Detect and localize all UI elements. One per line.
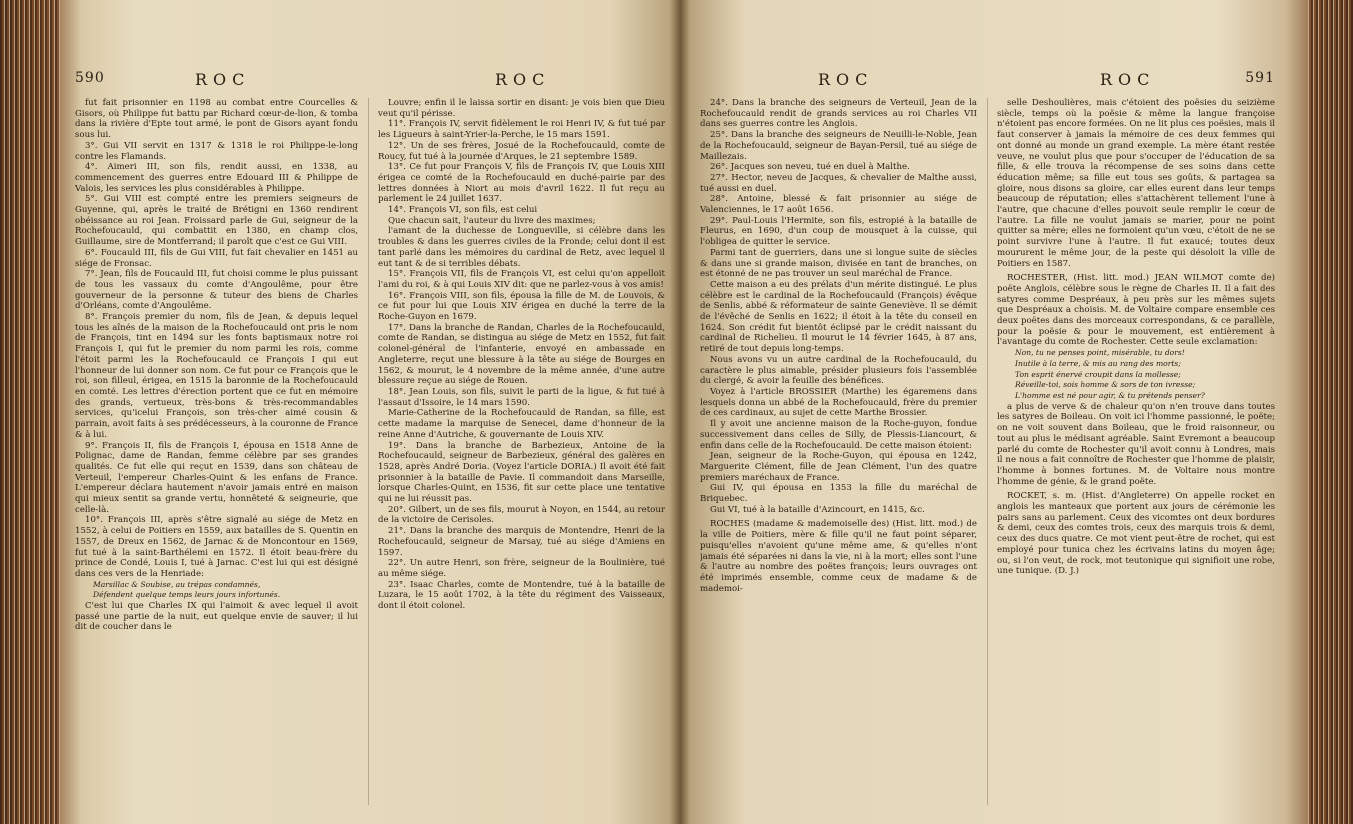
paragraph: 29°. Paul-Louis l'Hermite, son fils, estropié à la bataille de Fleurus, en 1690, d'un coup de mousquet à la cuisse, qui l'obligea de quitter le service. [700, 215, 977, 248]
running-head: ROC [495, 70, 551, 89]
paragraph: 20°. Gilbert, un de ses fils, mourut à Noyon, en 1544, au retour de la victoire de Cerisoles. [378, 504, 665, 526]
paragraph: Il y avoit une ancienne maison de la Roche-guyon, fondue successivement dans celles de Silly, de Plessis-Liancourt, & enfin dans celle de la Rochefoucauld. De cette maison étoient: [700, 419, 977, 451]
verse-line: Non, tu ne penses point, misérable, tu dors! [1015, 348, 1185, 358]
verse-line: Ton esprit énervé croupit dans la mollesse; [1015, 369, 1181, 379]
paragraph: 16°. François VIII, son fils, épousa la fille de M. de Louvois, & ce fut pour lui que Louis XIV érigea en duché la terre de la Roche-Guyon en 1679. [378, 290, 665, 323]
verse-line: Défendent quelque temps leurs jours infortunés. [93, 590, 281, 600]
column [997, 98, 1275, 805]
column [378, 98, 665, 805]
paragraph: l'amant de la duchesse de Longueville, si célèbre dans les troubles & dans les guerres civiles de la Fronde; celui dont il est tant parlé dans les mémoires du cardinal de Retz, avec lequel il eut tant & de si terribles débats. [378, 226, 665, 269]
running-head: ROC [1100, 70, 1156, 89]
verse-line: Marsillac & Soubise, au trépas condamnés, [93, 579, 261, 589]
paragraph: Nous avons vu un autre cardinal de la Rochefoucauld, du caractère le plus aimable, présider plusieurs fois l'assemblée du clergé, & avoir la feuille des bénéfices. [700, 354, 977, 387]
paragraph: Gui VI, tué à la bataille d'Azincourt, en 1415, &c. [710, 504, 925, 515]
paragraph: 25°. Dans la branche des seigneurs de Neuilli-le-Noble, Jean de la Rochefoucauld, seigneur de Bayan-Persil, tué au siége de Maillezais. [700, 130, 977, 162]
paragraph: 26°. Jacques son neveu, tué en duel à Malthe. [710, 162, 910, 173]
paragraph: 10°. François III, après s'être signalé au siége de Metz en 1552, à celui de Poitiers en 1559, aux batailles de S. Quentin en 1557, de Dreux en 1562, de Jarnac & de Moncontour en 1569, fut tué à la saint-Barthélemi en 1572. Il étoit beau-frère du prince de Condé, Louis I, tué à Jarnac. C'est lui qui est désigné dans ces vers de la Henriade: [75, 515, 358, 579]
right-page [700, 70, 1275, 805]
paragraph: 22°. Un autre Henri, son frère, seigneur de la Boulinière, tué au même siége. [378, 558, 665, 579]
verse-line: L'homme est né pour agir, & tu prétends penser? [1015, 390, 1205, 400]
paragraph: Marie-Catherine de la Rochefoucauld de Randan, sa fille, est cette madame la marquise de Senecei, dame d'honneur de la reine Anne d'Autriche, & gouvernante de Louis XIV. [378, 408, 665, 440]
paragraph: C'est lui que Charles IX qui l'aimoit & avec lequel il avoit passé une partie de la nuit, eut quelque envie de sauver; il lui dit de coucher dans le [75, 601, 358, 633]
column [75, 98, 358, 805]
verse-line: Réveille-toi, sois homme & sors de ton ivresse; [1015, 380, 1196, 390]
paragraph: fut fait prisonnier en 1198 au combat entre Courcelles & Gisors, où Philippe fut battu par Richard cœur-de-lion, & tomba dans la rivière d'Epte tout armé, le pont de Gisors ayant fondu sous lui. [75, 98, 358, 141]
paragraph: 28°. Antoine, blessé & fait prisonnier au siége de Valenciennes, le 17 août 1656. [700, 194, 977, 216]
page-number: 591 [1245, 70, 1275, 86]
paragraph: 21°. Dans la branche des marquis de Montendre, Henri de la Rochefoucauld, seigneur de Marsay, tué au siége d'Amiens en 1597. [378, 526, 665, 558]
page-edges-right [1308, 0, 1353, 824]
dictionary-entry: ROCHES (madame & mademoiselle des) (Hist. litt. mod.) de la ville de Poitiers, mère & fille qu'il ne faut point séparer, puisqu'elles n'avoient qu'une même ame, & qu'elles n'ont jamais été séparées ni dans la vie, ni à la mort; elles sont l'une & l'autre au nombre des poëtes françois; leurs ouvrages ont été imprimés ensemble, comme ceux de madame & de mademoi- [700, 519, 977, 594]
left-page [75, 70, 665, 805]
right-page-header [700, 70, 1275, 94]
column-rule [368, 98, 369, 805]
paragraph: 24°. Dans la branche des seigneurs de Verteuil, Jean de la Rochefoucauld rendit de grands services au roi Charles VII dans ses guerres contre les Anglois. [700, 98, 977, 130]
paragraph: selle Deshoulières, mais c'étoient des poësies du seizième siècle, temps où la poësie & même la langue françoise n'étoient pas encore formées. On ne lit plus ces poësies, mais il faut conserver à jamais la mémoire de ces deux femmes qui ont donné au monde un grand exemple. La mère étant restée veuve, ne voulut plus que pour s'occuper de l'éducation de sa fille, & elle trouva la récompense de ses soins dans cette éducation même; sa fille eut tous ses goûts, & partagea sa gloire, nous disons sa gloire, car elles eurent dans leur temps beaucoup de réputation; elles s'attachèrent tellement l'une à l'autre, que chacune d'elles pouvoit seule remplir le cœur de l'autre. La fille ne voulut jamais se marier, pour ne point quitter sa mère; elles ne formoient qu'un vœu, c'étoit de ne se point survivre l'une à l'autre. Il fut exaucé; toutes deux moururent le même jour, de la peste qui désoloit la ville de Poitiers en 1587. [997, 98, 1275, 269]
paragraph: Voyez à l'article BROSSIER (Marthe) les égaremens dans lesquels donna un abbé de la Rochefoucauld, frère du premier de ces cardinaux, au sujet de cette Marthe Brossier. [700, 386, 977, 419]
paragraph: a plus de verve & de chaleur qu'on n'en trouve dans toutes les satyres de Boileau. On voit ici l'homme passionné, le poëte; on ne voit souvent dans Boileau, que le froid raisonneur, ou tout au plus le médisant agréable. Saint Evremont a beaucoup parlé du comte de Rochester qu'il avoit connu à Londres, mais il ne nous a fait connoître de Rochester que l'homme de plaisir, l'homme à bonnes fortunes. M. de Voltaire nous montre l'homme de génie, & le grand poëte. [997, 401, 1275, 487]
paragraph: Louvre; enfin il le laissa sortir en disant: je vois bien que Dieu veut qu'il périsse. [378, 98, 665, 119]
paragraph: Parmi tant de guerriers, dans une si longue suite de siècles & dans une si grande maison, divisée en tant de branches, on est étonné de ne pas trouver un seul maréchal de France. [700, 247, 977, 280]
verse-line: Inutile à la terre, & mis au rang des morts; [1015, 358, 1181, 368]
paragraph: 7°. Jean, fils de Foucauld III, fut choisi comme le plus puissant de tous les vassaux du comte d'Angoulême, pour être gouverneur de la personne & tuteur des biens de Charles d'Orléans, comte d'Angoulême. [75, 269, 358, 312]
paragraph: 6°. Foucauld III, fils de Gui VIII, fut fait chevalier en 1451 au siége de Fronsac. [75, 247, 358, 269]
left-page-header [75, 70, 665, 94]
column-rule [987, 98, 988, 805]
paragraph: Gui IV, qui épousa en 1353 la fille du maréchal de Briquebec. [700, 483, 977, 505]
paragraph: Que chacun sait, l'auteur du livre des maximes; [388, 215, 596, 226]
dictionary-entry: ROCKET, s. m. (Hist. d'Angleterre) On appelle rocket en anglois les manteaux que portent aux jours de cérémonie les pairs sans au parlement. Ceux des vicomtes ont deux bordures & demi, ceux des comtes trois, ceux des marquis trois & demi, ceux des ducs quatre. Ce mot vient peut-être de rochet, qui est employé pour tunica chez les écrivains latins du moyen âge; ou, si l'on veut, de rock, mot teutonique qui signifioit une robe, une tunique. (D. J.) [997, 491, 1275, 577]
page-edges-left [0, 0, 60, 824]
running-head: ROC [195, 70, 251, 89]
running-head: ROC [818, 70, 874, 89]
paragraph: 27°. Hector, neveu de Jacques, & chevalier de Malthe aussi, tué aussi en duel. [700, 172, 977, 194]
paragraph: 23°. Isaac Charles, comte de Montendre, tué à la bataille de Luzara, le 15 août 1702, à la tête du régiment des Vaisseaux, dont il étoit colonel. [378, 579, 665, 612]
paragraph: 3°. Gui VII servit en 1317 & 1318 le roi Philippe-le-long contre les Flamands. [75, 140, 358, 162]
paragraph: 5°. Gui VIII est compté entre les premiers seigneurs de Guyenne, qui, après le traité de Brétigni en 1360 rendirent obéissance au roi Jean. Froissard parle de Gui, seigneur de la Rochefoucauld, qui combattit en 1380, en champ clos, Guillaume, sire de Montferrand; il paroît que c'est ce Gui VIII. [75, 194, 358, 248]
paragraph: 8°. François premier du nom, fils de Jean, & depuis lequel tous les aînés de la maison de la Rochefoucauld ont pris le nom de François, tint en 1494 sur les fonts baptismaux notre roi François I, qui fut le premier du nom parmi les rois, comme l'étoit parmi les la Rochefoucauld ce François I qui eut l'honneur de lui donner son nom. Ce fut pour ce François que le roi, son filleul, érigea, en 1515 la baronnie de la Rochefoucauld en comté. Les lettres d'érection portent que ce fut en mémoire des grands, vertueux, très-bons & très-recommandables services, qu'icelui François, son très-cher aimé cousin & parrain, avoit faits à ses prédécesseurs, à la couronne de France & à lui. [75, 312, 358, 440]
paragraph: 15°. François VII, fils de François VI, est celui qu'on appelloit l'ami du roi, & à qui Louis XIV dit: que ne parlez-vous à vos amis! [378, 269, 665, 290]
paragraph: 14°. François VI, son fils, est celui [388, 205, 538, 216]
paragraph: 12°. Un de ses frères, Josué de la Rochefoucauld, comte de Roucy, fut tué à la journée d'Arques, le 21 septembre 1589. [378, 140, 665, 162]
paragraph: Jean, seigneur de la Roche-Guyon, qui épousa en 1242, Marguerite Clément, fille de Jean Clément, l'un des quatre premiers maréchaux de France. [700, 451, 977, 483]
page-number: 590 [75, 70, 105, 86]
paragraph: 13°. Ce fut pour François V, fils de François IV, que Louis XIII érigea ce comté de la Rochefoucauld en duché-pairie par des lettres données à Niort au mois d'avril 1622. Il fut reçu au parlement le 24 juillet 1637. [378, 162, 665, 205]
paragraph: 17°. Dans la branche de Randan, Charles de la Rochefoucauld, comte de Randan, se distingua au siége de Metz en 1552, fut fait colonel-général de l'infanterie, envoyé en ambassade en Angleterre, reçut une blessure à la tête au siége de Bourges en 1562, & mourut, le 4 novembre de la même année, d'une autre blessure reçue au siége de Rouen. [378, 322, 665, 387]
paragraph: 19°. Dans la branche de Barbezieux, Antoine de la Rochefoucauld, seigneur de Barbezieux, général des galères en 1528, après André Doria. (Voyez l'article DORIA.) Il avoit été fait prisonnier à la bataille de Pavie. Il commandoit dans Marseille, lorsque Charles-Quint, en 1536, fit sur cette place une tentative qui ne lui réussit pas. [378, 440, 665, 505]
paragraph: 4°. Aimeri III, son fils, rendit aussi, en 1338, au commencement des guerres entre Edouard III & Philippe de Valois, les services les plus considérables à Philippe. [75, 162, 358, 194]
paragraph: 9°. François II, fils de François I, épousa en 1518 Anne de Polignac, dame de Randan, femme célèbre par ses grandes qualités. Ce fut elle qui reçut en 1539, dans son château de Verteuil, l'empereur Charles-Quint & les enfans de France. L'empereur déclara hautement n'avoir jamais entré en maison qui mieux sentit sa grande vertu, honnêteté & seigneurie, que celle-là. [75, 440, 358, 515]
column [700, 98, 977, 805]
paragraph: 11°. François IV, servit fidèlement le roi Henri IV, & fut tué par les Ligueurs à saint-Yrier-la-Perche, le 15 mars 1591. [378, 119, 665, 141]
paragraph: 18°. Jean Louis, son fils, suivit le parti de la ligue, & fut tué à l'assaut d'Issoire, le 14 mars 1590. [378, 386, 665, 408]
paragraph: Cette maison a eu des prélats d'un mérite distingué. Le plus célèbre est le cardinal de la Rochefoucauld (François) évêque de Senlis, abbé & réformateur de sainte Geneviève. Il se démit de l'évêché de Senlis en 1622; il étoit à la tête du conseil en 1624. Son crédit fut bientôt éclipsé par le crédit naissant du cardinal de Richelieu. Il mourut le 14 février 1645, à 87 ans, retiré de tout depuis long-temps. [700, 279, 977, 355]
dictionary-entry: ROCHESTER, (Hist. litt. mod.) JEAN WILMOT comte de) poëte Anglois, célèbre sous le règne de Charles II. Il a fait des satyres comme Despréaux, à peu près sur les mêmes sujets que Despréaux a choisis. M. de Voltaire compare ensemble ces deux poëtes dans des morceaux correspondans, & ce parallèle, pour la poësie & pour le mouvement, est entièrement à l'avantage du comte de Rochester. Cette seule exclamation: [997, 273, 1275, 348]
